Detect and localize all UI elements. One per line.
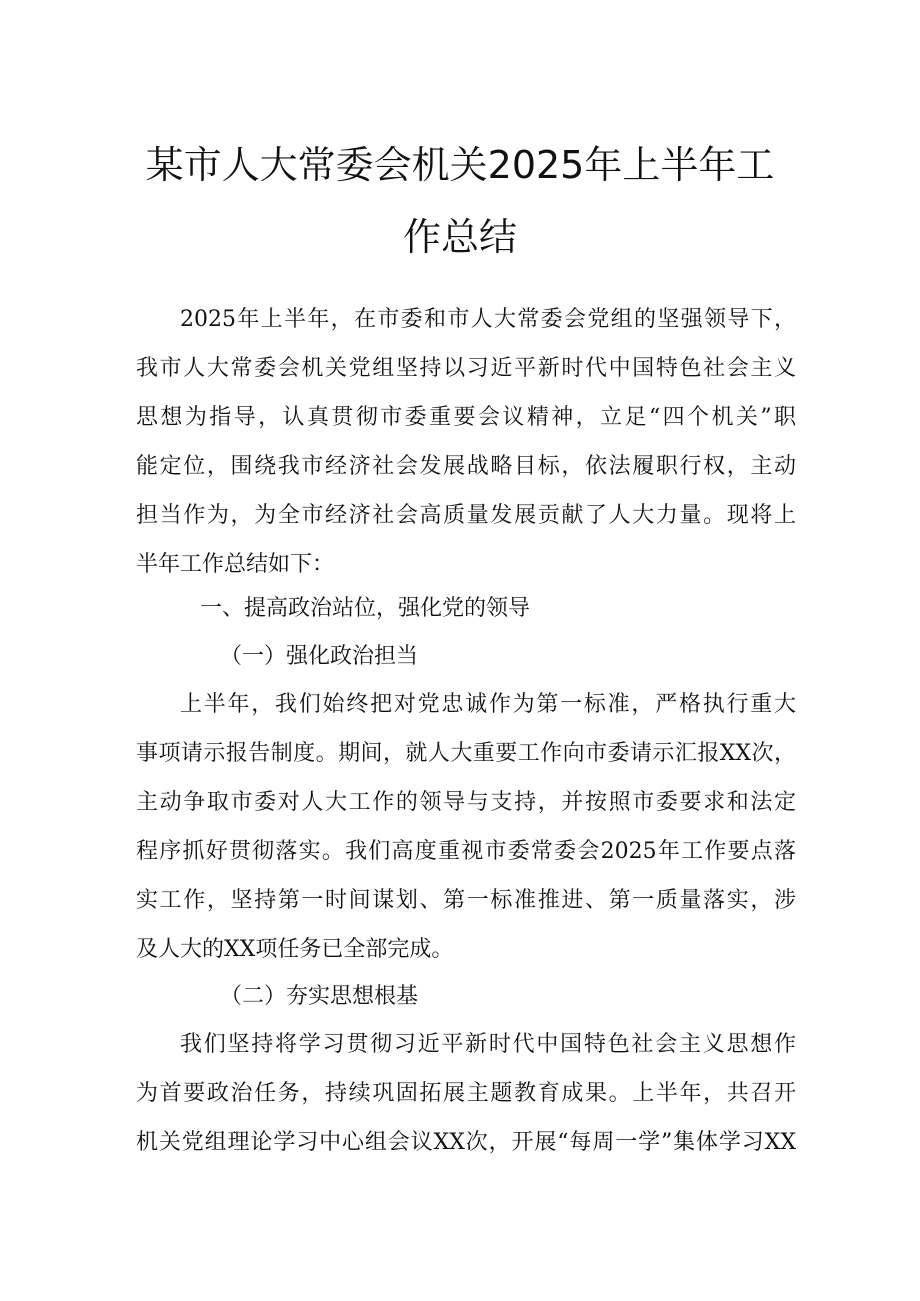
- subsection-2-heading: （二）夯实思想根基: [220, 984, 419, 1009]
- subsection-2-line-1: 我们坚持将学习贯彻习近平新时代中国特色社会主义思想作: [180, 1032, 796, 1057]
- document-title-line-1: 某市人大常委会机关2025年上半年工: [145, 143, 775, 187]
- subsection-1-line-1: 上半年，我们始终把对党忠诚作为第一标准，严格执行重大: [180, 692, 796, 717]
- intro-line-2: 我市人大常委会机关党组坚持以习近平新时代中国特色社会主义: [136, 356, 796, 381]
- intro-line-4: 能定位，围绕我市经济社会发展战略目标，依法履职行权，主动: [136, 454, 796, 479]
- intro-line-3: 思想为指导，认真贯彻市委重要会议精神，立足“四个机关”职: [136, 405, 796, 430]
- subsection-1-line-4: 程序抓好贯彻落实。我们高度重视市委常委会2025年工作要点落: [136, 839, 796, 864]
- subsection-1-line-3: 主动争取市委对人大工作的领导与支持，并按照市委要求和法定: [136, 790, 796, 815]
- subsection-2-line-3: 机关党组理论学习中心组会议XX次，开展“每周一学”集体学习XX: [136, 1130, 796, 1155]
- section-1-heading: 一、提高政治站位，强化党的领导: [200, 596, 531, 621]
- subsection-1-heading: （一）强化政治担当: [220, 644, 419, 669]
- subsection-1-line-2: 事项请示报告制度。期间，就人大重要工作向市委请示汇报XX次，: [136, 741, 796, 766]
- intro-line-1: 2025年上半年，在市委和市人大常委会党组的坚强领导下，: [180, 307, 796, 332]
- subsection-1-line-6: 及人大的XX项任务已全部完成。: [136, 937, 454, 962]
- intro-line-6: 半年工作总结如下：: [136, 552, 335, 577]
- intro-line-5: 担当作为，为全市经济社会高质量发展贡献了人大力量。现将上: [136, 503, 796, 528]
- subsection-2-line-2: 为首要政治任务，持续巩固拓展主题教育成果。上半年，共召开: [136, 1081, 796, 1106]
- document-title-line-2: 作总结: [402, 215, 517, 259]
- subsection-1-line-5: 实工作，坚持第一时间谋划、第一标准推进、第一质量落实，涉: [136, 888, 796, 913]
